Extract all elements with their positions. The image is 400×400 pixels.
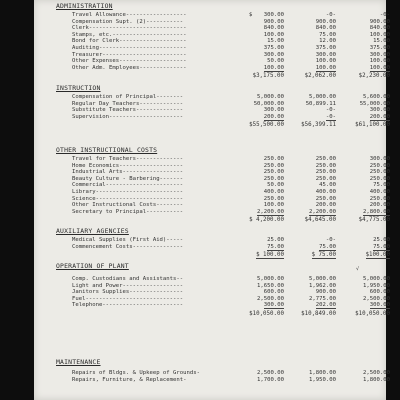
section-heading: OPERATION OF PLANT <box>56 262 129 270</box>
table-row: Treasurer------------------------- 300.00 300.00 300.00 <box>72 51 390 58</box>
table-row: Industrial Arts------------------ 250.00 250.00 250.00 <box>72 169 390 176</box>
table-row: Fuel----------------------------- 2,500.00 2,775.00 2,500.00 <box>72 295 390 302</box>
section-heading: MAINTENANCE <box>56 358 101 366</box>
table-row: Janitors Supplies---------------- 600.00 900.00 600.00 <box>72 289 390 296</box>
table-row: Medical Supplies (First Aid)----- 25.00 -0- 25.00 <box>72 237 390 243</box>
table-row: Compensation Supt. (2)----------- 900.00 900.00 900.00 <box>72 18 390 25</box>
section-total: $10,050.00 $10,849.00 $10,050.00 <box>249 310 390 317</box>
document-page <box>34 0 390 400</box>
check-mark-icon: √ <box>356 266 360 272</box>
section-other-instructional-costs <box>56 146 390 226</box>
section-auxiliary-agencies <box>56 227 390 261</box>
section-operation-of-plant <box>56 262 390 320</box>
table-row: Clerk----------------------------- 840.00 840.00 840.00 <box>72 25 390 32</box>
table-row: Substitute Teachers-------------- 300.00 -0- 300.00 <box>72 107 390 114</box>
table-row: Repairs, Furniture, & Replacement- 1,700.00 1,950.00 1,800.00 <box>72 376 390 383</box>
section-instruction <box>56 84 390 131</box>
section-heading: ADMINISTRATION <box>56 2 113 10</box>
table-row: Commencement Costs--------------- 75.00 75.00 75.00 <box>72 243 390 250</box>
table-row: Secretary to Principal----------- 2,200.00 2,200.00 2,800.00 <box>72 208 390 215</box>
section-heading: OTHER INSTRUCTIONAL COSTS <box>56 146 158 154</box>
table-row: Comp. Custodians and Assistants-- 5,000.00 5,000.00 5,000.00 <box>72 276 390 282</box>
table-row: Other Expenses-------------------- 50.00 100.00 100.00 <box>72 58 390 65</box>
table-row: Light and Power------------------ 1,650.00 1,962.00 1,950.00 <box>72 282 390 289</box>
table-row: Auditing-------------------------- 375.00 375.00 375.00 <box>72 44 390 51</box>
table-row: Supervision---------------------- 200.00 -0- 200.00 <box>72 113 390 120</box>
table-row: Telephone------------------------ 300.00 202.00 300.00 <box>72 302 390 309</box>
section-heading: INSTRUCTION <box>56 84 101 92</box>
table-row: Library-------------------------- 400.00 400.00 400.00 <box>72 188 390 195</box>
table-row: Travel Allowance------------------ $ 300.00 -0- -0- <box>72 12 390 18</box>
table-row: Repairs of Bldgs. & Upkeep of Grounds- 2,500.00 1,800.00 2,500.00 <box>72 370 390 376</box>
section-total: $3,175.00 $2,062.00 $2,230.00 <box>252 73 390 80</box>
table-row: Home Economics------------------- 250.00 250.00 250.00 <box>72 162 390 169</box>
section-maintenance <box>56 358 390 383</box>
table-row: Bond for Clerk-------------------- 15.00 12.00 15.00 <box>72 38 390 45</box>
section-heading: AUXILIARY AGENCIES <box>56 227 129 235</box>
table-row: Stamps, etc.---------------------- 100.00 75.00 100.00 <box>72 31 390 38</box>
table-row: Science-------------------------- 250.00 250.00 250.00 <box>72 195 390 202</box>
table-row: Beauty Culture - Barbering------- 250.00 250.00 250.00 <box>72 175 390 182</box>
section-total: $ 100.00 $ 75.00 $100.00 <box>256 252 390 259</box>
table-row: Regular Day Teachers------------- 50,000.00 50,899.11 55,000.00 <box>72 100 390 107</box>
table-row: Compensation of Principal-------- 5,000.00 5,000.00 5,600.00 <box>72 94 390 100</box>
section-total: $ 4,200.00 $4,645.00 $4,775.00 <box>249 217 390 224</box>
table-row: Other Instructional Costs-------- 100.00 200.00 200.00 <box>72 202 390 209</box>
table-row: Commercial----------------------- 50.00 45.00 75.00 <box>72 182 390 189</box>
section-total: $55,500.00 $56,399.11 $61,100.00 <box>249 122 390 129</box>
section-administration <box>56 2 390 82</box>
table-row: Travel for Teachers-------------- 250.00 250.00 300.00 <box>72 156 390 162</box>
table-row: Other Adm. Employees-------------- 100.00 100.00 100.00 <box>72 64 390 71</box>
